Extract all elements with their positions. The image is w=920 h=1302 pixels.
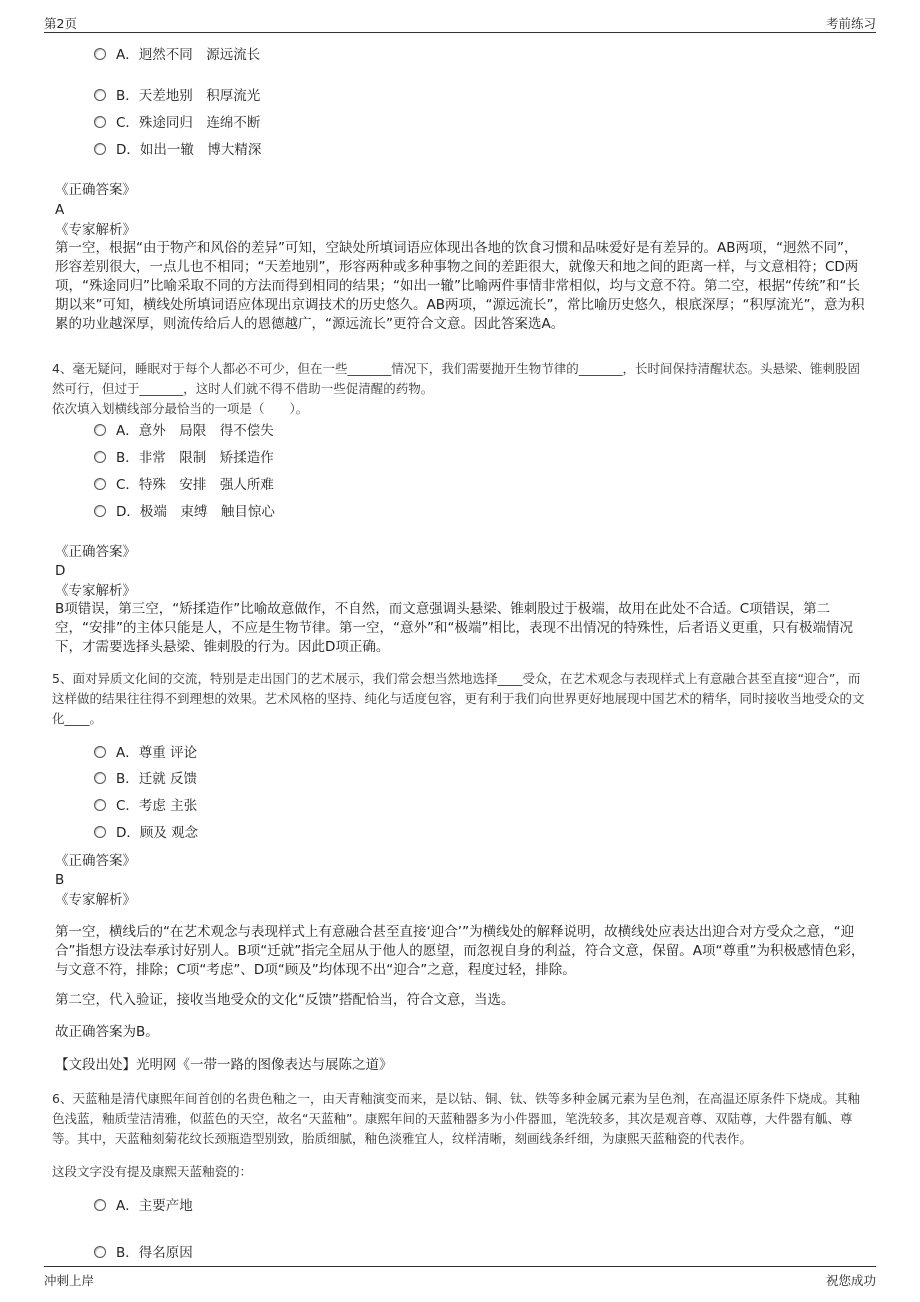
- q4-prompt: 依次填入划横线部分最恰当的一项是（ ）。: [52, 401, 309, 416]
- q3-option-c[interactable]: C．殊途同归 连绵不断: [94, 113, 260, 133]
- q4-option-a[interactable]: A．意外 局限 得不偿失: [94, 421, 274, 441]
- q5-analysis-p3: 故正确答案为B。: [55, 1024, 159, 1040]
- page-header: [44, 12, 876, 33]
- radio-icon[interactable]: [94, 826, 106, 838]
- q4-answer-label: 《正确答案》: [55, 544, 136, 560]
- q3-analysis-label: 《专家解析》: [55, 222, 136, 238]
- q4-option-c[interactable]: C．特殊 安排 强人所难: [94, 475, 274, 495]
- radio-icon[interactable]: [94, 424, 106, 436]
- header-title: 考前练习: [825, 16, 876, 31]
- q3-answer-label: 《正确答案》: [55, 182, 136, 198]
- page-footer: [44, 1266, 876, 1287]
- radio-icon[interactable]: [94, 505, 106, 517]
- q6-stem: 6、天蓝釉是清代康熙年间首创的名贵色釉之一，由天青釉演变而来，是以钴、铜、钛、铁等多种金属元素为呈色剂，在高温还原条件下烧成。其釉色浅蓝，釉质莹洁清雅，似蓝色的天空，故名“天蓝釉”。康熙年间的天蓝釉器多为小件器皿，笔洗较多，其次是观音尊、双陆尊，大件器有觚、尊等。其中，天蓝釉刻菊花纹长颈瓶造型别致，胎质细腻，釉色淡雅宜人，纹样清晰，刻画线条纤细，为康熙天蓝釉瓷的代表作。: [52, 1091, 860, 1146]
- radio-icon[interactable]: [94, 451, 106, 463]
- q5-source: 【文段出处】光明网《一带一路的图像表达与展陈之道》: [55, 1057, 393, 1073]
- q5-option-a[interactable]: A．尊重 评论: [94, 743, 197, 763]
- q5-analysis-p2: 第二空，代入验证，接收当地受众的文化“反馈”搭配恰当，符合文意，当选。: [55, 992, 515, 1008]
- q4-stem: 4、毫无疑问，睡眠对于每个人都必不可少，但在一些_______情况下，我们需要抛开生物节律的_______，长时间保持清醒状态。头悬梁、锥刺股固然可行，但过于_______，这时人们就不得不借助一些促清醒的药物。: [52, 361, 860, 396]
- radio-icon[interactable]: [94, 1199, 106, 1211]
- radio-icon[interactable]: [94, 143, 106, 155]
- radio-icon[interactable]: [94, 48, 106, 60]
- q4-option-d[interactable]: D．极端 束缚 触目惊心: [94, 502, 275, 522]
- radio-icon[interactable]: [94, 1246, 106, 1258]
- q6-option-a[interactable]: A．主要产地: [94, 1196, 193, 1216]
- q3-answer: A: [55, 202, 65, 218]
- radio-icon[interactable]: [94, 746, 106, 758]
- q6-option-b[interactable]: B．得名原因: [94, 1243, 193, 1263]
- q5-option-b[interactable]: B．迁就 反馈: [94, 769, 197, 789]
- q5-option-d[interactable]: D．顾及 观念: [94, 823, 198, 843]
- page-number: 第2页: [44, 16, 77, 31]
- q4-option-b[interactable]: B．非常 限制 矫揉造作: [94, 448, 274, 468]
- q5-analysis-p1: 第一空，横线后的“在艺术观念与表现样式上有意融合甚至直接‘迎合’”为横线处的解释说明，故横线处应表达出迎合对方受众之意，“迎合”指想方设法奉承讨好别人。B项“迁就”指完全屈从于他人的愿望，而忽视自身的利益，符合文意，保留。A项“尊重”为积极感情色彩，与文意不符，排除；C项“考虑”、D项“顾及”均体现不出“迎合”之意，程度过轻，排除。: [55, 924, 865, 978]
- q4-analysis-label: 《专家解析》: [55, 583, 136, 599]
- radio-icon[interactable]: [94, 89, 106, 101]
- q3-option-a[interactable]: A．迥然不同 源远流长: [94, 45, 260, 65]
- footer-right: 祝您成功: [825, 1273, 876, 1288]
- q4-answer: D: [55, 563, 66, 579]
- radio-icon[interactable]: [94, 116, 106, 128]
- q5-option-c[interactable]: C．考虑 主张: [94, 796, 197, 816]
- q3-option-d[interactable]: D．如出一辙 博大精深: [94, 140, 261, 160]
- radio-icon[interactable]: [94, 799, 106, 811]
- q6-prompt: 这段文字没有提及康熙天蓝釉瓷的：: [52, 1164, 253, 1179]
- q5-answer: B: [55, 872, 65, 888]
- q5-analysis-label: 《专家解析》: [55, 892, 136, 908]
- q3-option-b[interactable]: B．天差地别 积厚流光: [94, 86, 260, 106]
- q4-analysis: B项错误，第三空，“矫揉造作”比喻故意做作，不自然，而文意强调头悬梁、锥刺股过于极端，故用在此处不合适。C项错误，第二空，“安排”的主体只能是人，不应是生物节律。第一空，“意外”和“极端”相比，表现不出情况的特殊性，后者语义更重，只有极端情况下，才需要选择头悬梁、锥刺股的行为。因此D项正确。: [55, 601, 853, 655]
- q5-stem: 5、面对异质文化间的交流，特别是走出国门的艺术展示，我们常会想当然地选择____受众，在艺术观念与表现样式上有意融合甚至直接“迎合”，而这样做的结果往往得不到理想的效果。艺术风格的坚持、纯化与适度包容，更有利于我们向世界更好地展现中国艺术的精华，同时接收当地受众的文化____。: [52, 671, 865, 726]
- footer-left: 冲刺上岸: [44, 1273, 95, 1288]
- q5-answer-label: 《正确答案》: [55, 853, 136, 869]
- q3-analysis: 第一空，根据“由于物产和风俗的差异”可知，空缺处所填词语应体现出各地的饮食习惯和品味爱好是有差异的。AB两项，“迥然不同”，形容差别很大，一点儿也不相同；“天差地别”，形容两种或多种事物之间的差距很大，就像天和地之间的距离一样，与文意相符；CD两项，“殊途同归”比喻采取不同的方法而得到相同的结果；“如出一辙”比喻两件事情非常相似，均与文意不符。第二空，根据“传统”和“长期以来”可知，横线处所填词语应体现出京调技术的历史悠久。AB两项，“源远流长”，常比喻历史悠久，根底深厚；“积厚流光”，意为积累的功业越深厚，则流传给后人的恩德越广，“源远流长”更符合文意。因此答案选A。: [55, 240, 865, 332]
- radio-icon[interactable]: [94, 478, 106, 490]
- radio-icon[interactable]: [94, 772, 106, 784]
